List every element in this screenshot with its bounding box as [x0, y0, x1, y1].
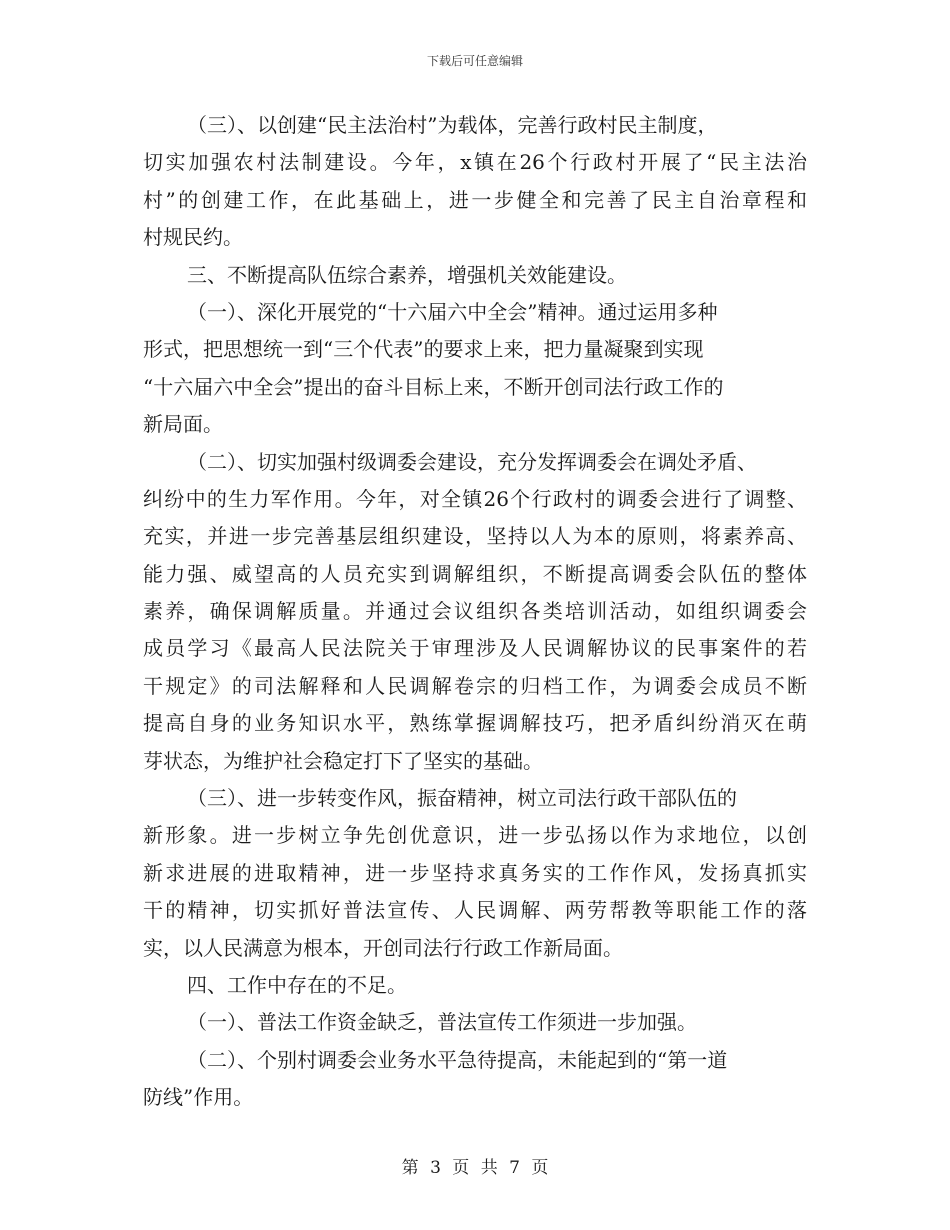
paragraph-line: 村”的创建工作，在此基础上，进一步健全和完善了民主自治章程和 [143, 187, 807, 212]
paragraph-line: 实，以人民满意为根本，开创司法行行政工作新局面。 [143, 935, 623, 960]
paragraph-line: 新形象。进一步树立争先创优意识，进一步弘扬以作为求地位，以创 [143, 823, 807, 848]
page-number: 第 3 页 共 7 页 [401, 1158, 549, 1178]
paragraph-line: “十六届六中全会”提出的奋斗目标上来，不断开创司法行政工作的 [143, 374, 724, 399]
paragraph-line: （二）、个别村调委会业务水平急待提高，未能起到的“第一道 [187, 1047, 728, 1072]
paragraph-line: 干规定》的司法解释和人民调解卷宗的归档工作，为调委会成员不断 [143, 673, 807, 698]
paragraph-line: （三）、进一步转变作风，振奋精神，树立司法行政干部队伍的 [187, 786, 737, 811]
paragraph-line: 提高自身的业务知识水平，熟练掌握调解技巧，把矛盾纠纷消灭在萌 [143, 711, 807, 736]
paragraph-line: 素养，确保调解质量。并通过会议组织各类培训活动，如组织调委会 [143, 599, 807, 624]
paragraph-line: 干的精神，切实抓好普法宣传、人民调解、两劳帮教等职能工作的落 [143, 898, 807, 923]
paragraph-line: 芽状态，为维护社会稳定打下了坚实的基础。 [143, 748, 543, 773]
paragraph-line: 形式，把思想统一到“三个代表”的要求上来，把力量凝聚到实现 [143, 337, 704, 362]
paragraph-line: 新局面。 [143, 412, 223, 437]
page-header: 下载后可任意编辑 [426, 54, 523, 68]
paragraph-line: （一）、普法工作资金缺乏，普法宣传工作须进一步加强。 [187, 1010, 697, 1035]
paragraph-line: （一）、深化开展党的“十六届六中全会”精神。通过运用多种 [187, 299, 718, 324]
paragraph-line: 充实，并进一步完善基层组织建设，坚持以人为本的原则，将素养高、 [143, 524, 807, 549]
document-body [143, 107, 807, 1117]
paragraph-line: 新求进展的进取精神，进一步坚持求真务实的工作作风，发扬真抓实 [143, 860, 807, 885]
paragraph-line: 防线”作用。 [143, 1085, 254, 1110]
paragraph-line: 纠纷中的生力军作用。今年，对全镇26个行政村的调委会进行了调整、 [143, 486, 807, 511]
paragraph-line: （二）、切实加强村级调委会建设，充分发挥调委会在调处矛盾、 [187, 449, 757, 474]
section-heading: 三、不断提高队伍综合素养，增强机关效能建设。 [187, 262, 627, 287]
paragraph-line: （三）、以创建“民主法治村”为载体，完善行政村民主制度， [187, 113, 718, 137]
paragraph-line: 能力强、威望高的人员充实到调解组织，不断提高调委会队伍的整体 [143, 561, 807, 586]
paragraph-line: 成员学习《最高人民法院关于审理涉及人民调解协议的民事案件的若 [143, 636, 807, 661]
paragraph-line: 村规民约。 [143, 225, 243, 250]
section-heading: 四、工作中存在的不足。 [187, 972, 407, 997]
paragraph-line: 切实加强农村法制建设。今年，x镇在26个行政村开展了“民主法治 [143, 150, 807, 175]
